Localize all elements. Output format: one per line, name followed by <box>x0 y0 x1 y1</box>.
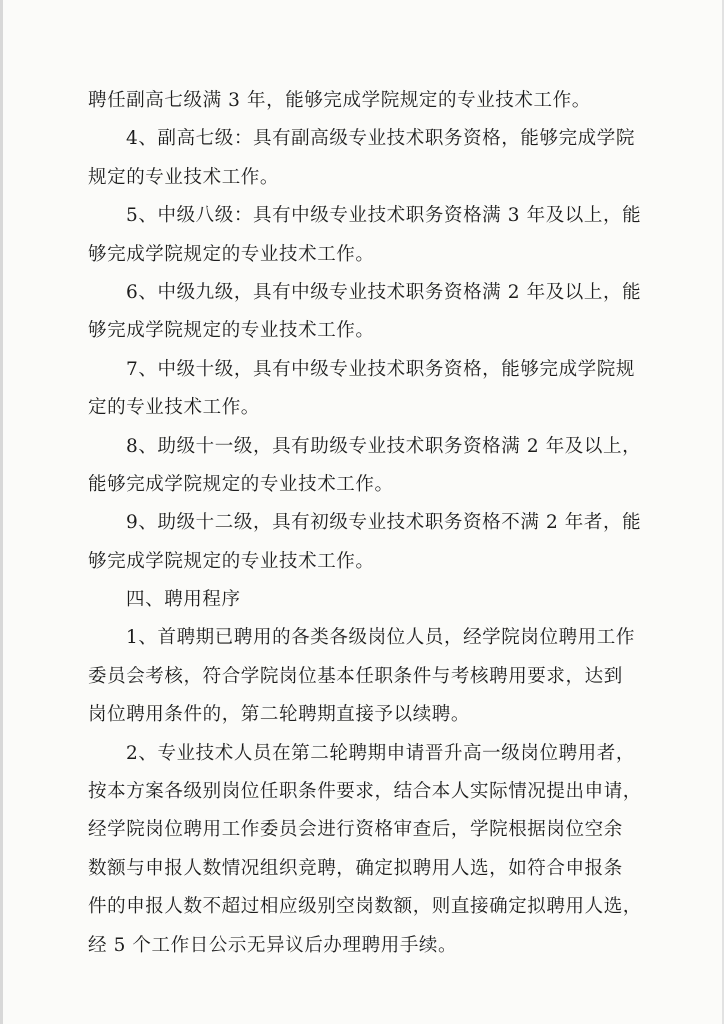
paragraph-line: 4、副高七级：具有副高级专业技术职务资格，能够完成学院 <box>126 128 635 150</box>
paragraph-line: 够完成学院规定的专业技术工作。 <box>88 243 375 265</box>
paragraph-line: 件的申报人数不超过相应级别空岗数额，则直接确定拟聘用人选， <box>88 896 642 918</box>
paragraph-line: 经学院岗位聘用工作委员会进行资格审查后，学院根据岗位空余 <box>88 819 623 841</box>
scan-edge-left <box>0 0 3 1024</box>
document-body <box>88 82 648 965</box>
paragraph-line: 7、中级十级，具有中级专业技术职务资格，能够完成学院规 <box>126 358 635 380</box>
paragraph-line: 5、中级八级：具有中级专业技术职务资格满 3 年及以上，能 <box>126 205 642 227</box>
paragraph-line: 定的专业技术工作。 <box>88 397 260 419</box>
paragraph-line: 规定的专业技术工作。 <box>88 166 280 188</box>
paragraph-line: 委员会考核，符合学院岗位基本任职条件与考核聘用要求，达到 <box>88 665 623 687</box>
paragraph-line: 2、专业技术人员在第二轮聘期申请晋升高一级岗位聘用者， <box>126 742 635 764</box>
paragraph-line: 按本方案各级别岗位任职条件要求，结合本人实际情况提出申请， <box>88 781 642 803</box>
paragraph-line: 1、首聘期已聘用的各类各级岗位人员，经学院岗位聘用工作 <box>126 627 635 649</box>
paragraph-line: 聘任副高七级满 3 年，能够完成学院规定的专业技术工作。 <box>88 90 591 111</box>
paragraph-line: 够完成学院规定的专业技术工作。 <box>88 320 375 342</box>
paragraph-line: 岗位聘用条件的，第二轮聘期直接予以续聘。 <box>88 704 471 726</box>
paragraph-line: 够完成学院规定的专业技术工作。 <box>88 550 375 572</box>
paragraph-line: 6、中级九级，具有中级专业技术职务资格满 2 年及以上，能 <box>126 281 642 303</box>
paragraph-line: 数额与申报人数情况组织竞聘，确定拟聘用人选，如符合申报条 <box>88 857 623 879</box>
paragraph-line: 经 5 个工作日公示无异议后办理聘用手续。 <box>88 934 458 956</box>
paragraph-line: 8、助级十一级，具有助级专业技术职务资格满 2 年及以上， <box>126 435 642 457</box>
paragraph-line: 能够完成学院规定的专业技术工作。 <box>88 473 394 495</box>
section-heading: 四、聘用程序 <box>126 589 241 611</box>
paragraph-line: 9、助级十二级，具有初级专业技术职务资格不满 2 年者，能 <box>126 512 642 534</box>
